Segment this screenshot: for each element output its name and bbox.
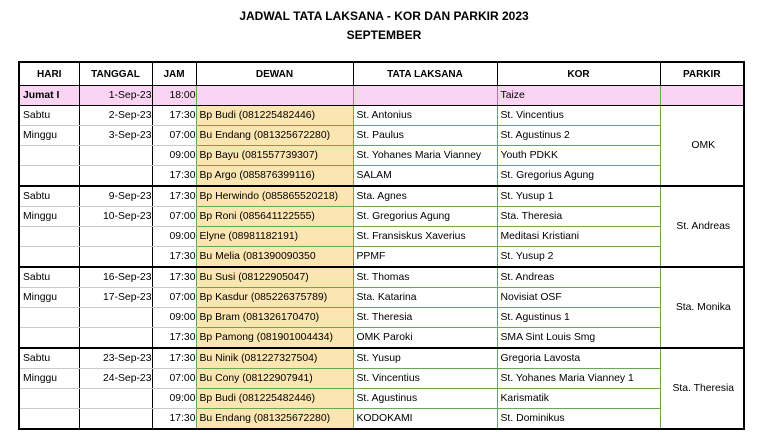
cell-dewan: Bp Roni (085641122555) (196, 207, 353, 227)
cell-dewan: Elyne (08981182191) (196, 227, 353, 247)
cell-tanggal: 17-Sep-23 (79, 288, 152, 308)
cell-hari: Jumat I (19, 86, 79, 106)
cell-tata-laksana: KODOKAMI (353, 409, 497, 430)
cell-tata-laksana: St. Paulus (353, 126, 497, 146)
cell-dewan: Bu Susi (08122905047) (196, 267, 353, 288)
cell-dewan: Bp Herwindo (085865520218) (196, 186, 353, 207)
table-row (19, 328, 744, 349)
cell-tata-laksana: St. Yusup (353, 348, 497, 369)
cell-tata-laksana: OMK Paroki (353, 328, 497, 349)
cell-hari (19, 409, 79, 430)
cell-tata-laksana: St. Agustinus (353, 389, 497, 409)
cell-tanggal (79, 146, 152, 166)
cell-jam: 09:00 (152, 227, 196, 247)
cell-jam: 09:00 (152, 389, 196, 409)
cell-kor: St. Yusup 2 (497, 247, 660, 268)
table-row (19, 288, 744, 308)
cell-tata-laksana: PPMF (353, 247, 497, 268)
cell-dewan: Bu Ninik (081227327504) (196, 348, 353, 369)
cell-parkir: Sta. Monika (660, 267, 744, 348)
cell-dewan (196, 86, 353, 106)
cell-hari: Minggu (19, 207, 79, 227)
cell-jam: 17:30 (152, 267, 196, 288)
cell-hari (19, 328, 79, 349)
cell-dewan: Bp Kasdur (085226375789) (196, 288, 353, 308)
cell-jam: 09:00 (152, 146, 196, 166)
schedule-table (18, 61, 745, 430)
cell-dewan: Bp Budi (081225482446) (196, 389, 353, 409)
cell-jam: 17:30 (152, 348, 196, 369)
cell-hari (19, 308, 79, 328)
col-header-dewan: DEWAN (196, 62, 353, 86)
cell-jam: 07:00 (152, 288, 196, 308)
cell-jam: 07:00 (152, 207, 196, 227)
cell-tata-laksana: SALAM (353, 166, 497, 187)
cell-tanggal (79, 328, 152, 349)
cell-tata-laksana: St. Antonius (353, 106, 497, 126)
cell-tata-laksana: Sta. Agnes (353, 186, 497, 207)
cell-kor: Taize (497, 86, 660, 106)
cell-hari (19, 166, 79, 187)
cell-jam: 17:30 (152, 328, 196, 349)
table-row (19, 126, 744, 146)
cell-tata-laksana: Sta. Katarina (353, 288, 497, 308)
cell-kor: SMA Sint Louis Smg (497, 328, 660, 349)
cell-tanggal: 24-Sep-23 (79, 369, 152, 389)
cell-jam: 17:30 (152, 247, 196, 268)
cell-hari (19, 389, 79, 409)
table-row (19, 166, 744, 187)
cell-dewan: Bp Bayu (081557739307) (196, 146, 353, 166)
cell-tata-laksana: St. Fransiskus Xaverius (353, 227, 497, 247)
cell-hari: Minggu (19, 126, 79, 146)
cell-tanggal (79, 389, 152, 409)
table-row (19, 267, 744, 288)
cell-hari: Sabtu (19, 348, 79, 369)
cell-dewan: Bu Endang (081325672280) (196, 126, 353, 146)
cell-tata-laksana (353, 86, 497, 106)
cell-jam: 17:30 (152, 186, 196, 207)
cell-jam: 07:00 (152, 126, 196, 146)
cell-kor: St. Andreas (497, 267, 660, 288)
table-row (19, 106, 744, 126)
cell-tanggal (79, 227, 152, 247)
cell-dewan: Bu Endang (081325672280) (196, 409, 353, 430)
cell-tanggal: 9-Sep-23 (79, 186, 152, 207)
cell-dewan: Bu Melia (081390090350 (196, 247, 353, 268)
cell-kor: St. Yusup 1 (497, 186, 660, 207)
cell-hari: Minggu (19, 288, 79, 308)
col-header-hari: HARI (19, 62, 79, 86)
cell-jam: 07:00 (152, 369, 196, 389)
table-row (19, 409, 744, 430)
cell-tata-laksana: St. Theresia (353, 308, 497, 328)
cell-kor: Youth PDKK (497, 146, 660, 166)
cell-hari: Sabtu (19, 267, 79, 288)
cell-jam: 17:30 (152, 166, 196, 187)
col-header-jam: JAM (152, 62, 196, 86)
cell-kor: St. Agustinus 2 (497, 126, 660, 146)
cell-tata-laksana: St. Gregorius Agung (353, 207, 497, 227)
cell-parkir: Sta. Theresia (660, 348, 744, 429)
cell-tanggal: 10-Sep-23 (79, 207, 152, 227)
table-row-special (19, 86, 744, 106)
cell-tata-laksana: St. Yohanes Maria Vianney (353, 146, 497, 166)
cell-tanggal: 16-Sep-23 (79, 267, 152, 288)
document-title: JADWAL TATA LAKSANA - KOR DAN PARKIR 2023 (239, 9, 529, 23)
cell-hari: Sabtu (19, 106, 79, 126)
cell-parkir: St. Andreas (660, 186, 744, 267)
table-row (19, 308, 744, 328)
cell-kor: Sta. Theresia (497, 207, 660, 227)
cell-parkir (660, 86, 744, 106)
table-row (19, 389, 744, 409)
cell-tata-laksana: St. Thomas (353, 267, 497, 288)
cell-hari (19, 146, 79, 166)
cell-kor: Novisiat OSF (497, 288, 660, 308)
cell-dewan: Bp Budi (081225482446) (196, 106, 353, 126)
cell-kor: Karismatik (497, 389, 660, 409)
cell-kor: St. Gregorius Agung (497, 166, 660, 187)
cell-dewan: Bu Cony (08122907941) (196, 369, 353, 389)
cell-hari (19, 247, 79, 268)
cell-tanggal (79, 166, 152, 187)
cell-tata-laksana: St. Vincentius (353, 369, 497, 389)
cell-tanggal (79, 409, 152, 430)
cell-kor: Meditasi Kristiani (497, 227, 660, 247)
cell-hari: Sabtu (19, 186, 79, 207)
col-header-parkir: PARKIR (660, 62, 744, 86)
cell-jam: 17:30 (152, 106, 196, 126)
table-row (19, 227, 744, 247)
cell-tanggal: 3-Sep-23 (79, 126, 152, 146)
table-row (19, 348, 744, 369)
table-row (19, 146, 744, 166)
cell-hari (19, 227, 79, 247)
cell-parkir: OMK (660, 106, 744, 187)
cell-dewan: Bp Pamong (081901004434) (196, 328, 353, 349)
cell-hari: Minggu (19, 369, 79, 389)
cell-jam: 17:30 (152, 409, 196, 430)
document-subtitle: SEPTEMBER (346, 28, 422, 42)
cell-dewan: Bp Bram (081326170470) (196, 308, 353, 328)
cell-tanggal: 1-Sep-23 (79, 86, 152, 106)
col-header-tata-laksana: TATA LAKSANA (353, 62, 497, 86)
cell-kor: St. Vincentius (497, 106, 660, 126)
cell-tanggal (79, 247, 152, 268)
col-header-tanggal: TANGGAL (79, 62, 152, 86)
table-row (19, 369, 744, 389)
cell-kor: Gregoria Lavosta (497, 348, 660, 369)
col-header-kor: KOR (497, 62, 660, 86)
cell-jam: 09:00 (152, 308, 196, 328)
cell-jam: 18:00 (152, 86, 196, 106)
header-row (19, 62, 744, 86)
cell-kor: St. Agustinus 1 (497, 308, 660, 328)
cell-kor: St. Yohanes Maria Vianney 1 (497, 369, 660, 389)
table-row (19, 247, 744, 268)
cell-tanggal: 23-Sep-23 (79, 348, 152, 369)
table-row (19, 207, 744, 227)
table-row (19, 186, 744, 207)
cell-tanggal: 2-Sep-23 (79, 106, 152, 126)
cell-kor: St. Dominikus (497, 409, 660, 430)
cell-tanggal (79, 308, 152, 328)
cell-dewan: Bp Argo (085876399116) (196, 166, 353, 187)
